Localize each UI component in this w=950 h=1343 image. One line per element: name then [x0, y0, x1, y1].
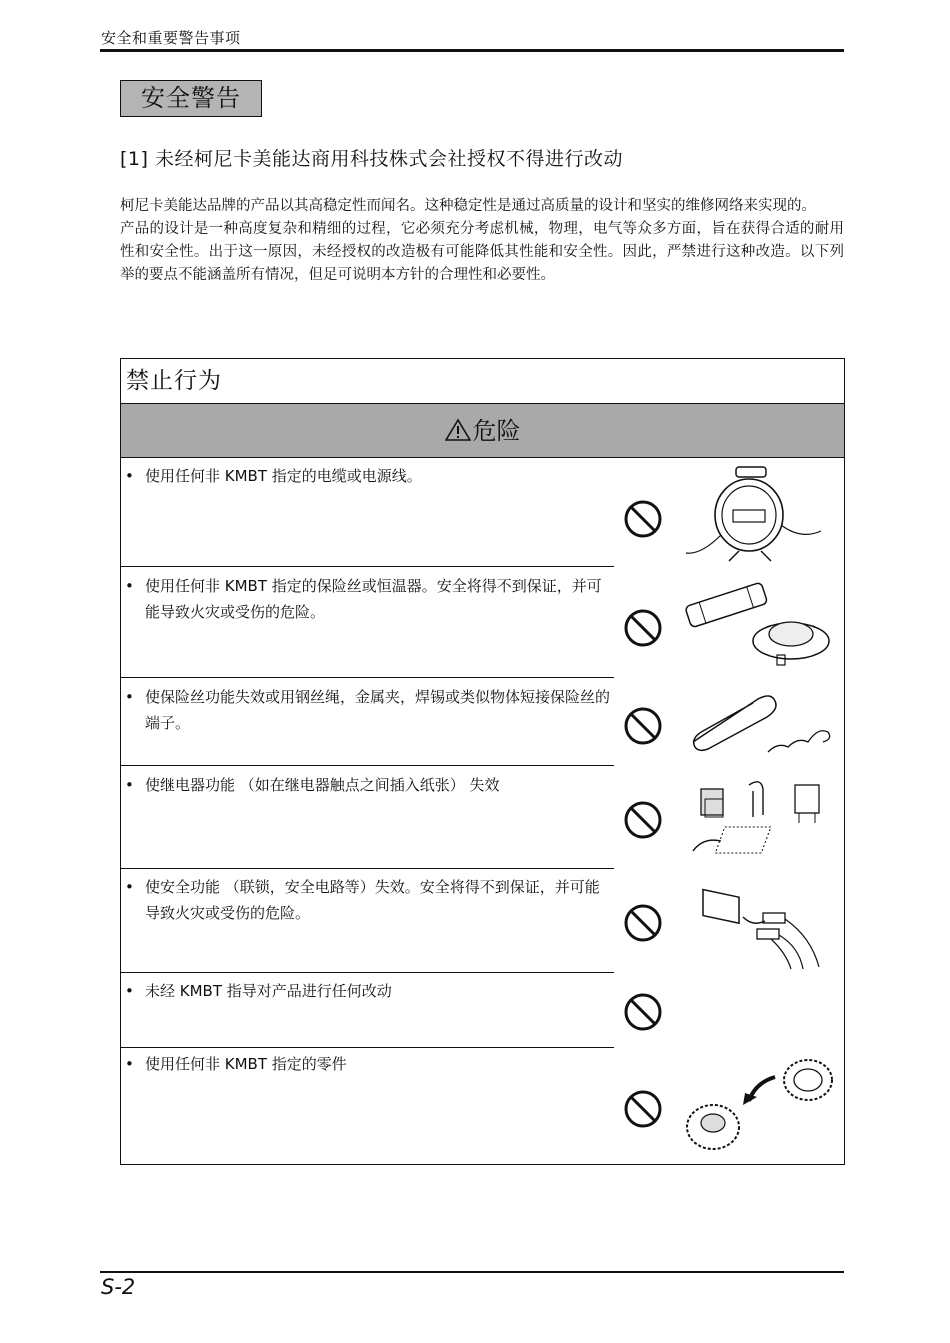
interlock-connector-icon [691, 877, 826, 969]
table-title: 禁止行为 [121, 359, 844, 404]
bullet: • [125, 878, 134, 896]
warning-triangle-icon [445, 418, 471, 442]
row-text: 未经 KMBT 指导对产品进行任何改动 [145, 982, 392, 1000]
prohibited-icon [623, 992, 663, 1032]
prohibited-icon [623, 706, 663, 746]
bullet: • [125, 467, 134, 485]
row-text: 使用任何非 KMBT 指定的零件 [145, 1055, 347, 1073]
table-row [121, 874, 614, 974]
prohibited-icon [623, 800, 663, 840]
row-text: 使用任何非 KMBT 指定的保险丝或恒温器。安全将得不到保证，并可能导致火灾或受伤的危险。 [145, 577, 602, 621]
intro-paragraph-1: 柯尼卡美能达品牌的产品以其高稳定性而闻名。这种稳定性是通过高质量的设计和坚实的维修网络来实现的。 [120, 198, 816, 214]
prohibited-icon [623, 1089, 663, 1129]
prohibited-icon [623, 499, 663, 539]
footer-rule [100, 1271, 844, 1273]
row-divider [121, 972, 614, 973]
row-text: 使继电器功能 （如在继电器触点之间插入纸张） 失效 [145, 776, 500, 794]
row-divider [121, 1047, 614, 1048]
row-text: 使用任何非 KMBT 指定的电缆或电源线。 [145, 467, 422, 485]
gear-parts-icon [683, 1055, 838, 1155]
row-divider [121, 677, 614, 678]
relay-icon [683, 777, 838, 865]
prohibited-actions-table [120, 358, 845, 1165]
bullet: • [125, 577, 134, 595]
table-row [121, 684, 614, 764]
row-divider [121, 765, 614, 766]
bullet: • [125, 1055, 134, 1073]
row-text: 使保险丝功能失效或用钢丝绳，金属夹，焊锡或类似物体短接保险丝的端子。 [145, 688, 611, 732]
cable-reel-icon [681, 465, 831, 565]
table-row [121, 1051, 614, 1151]
bullet: • [125, 776, 134, 794]
running-header: 安全和重要警告事项 [101, 29, 241, 47]
table-row [121, 978, 614, 1043]
intro-paragraph-2: 产品的设计是一种高度复杂和精细的过程，它必须充分考虑机械，物理，电气等众多方面，旨在获得合适的耐用性和安全性。出于这一原因，未经授权的改造极有可能降低其性能和安全性。因此，严禁进行这种改造。以下列举的要点不能涵盖所有情况，但足可说明本方针的合理性和必要性。 [120, 221, 844, 283]
table-row [121, 463, 614, 563]
paper-clip-wire-icon [683, 687, 833, 757]
bullet: • [125, 688, 134, 706]
row-text: 使安全功能 （联锁，安全电路等）失效。安全将得不到保证，并可能导致火灾或受伤的危险。 [145, 878, 600, 922]
header-rule [100, 49, 844, 52]
table-row [121, 772, 614, 862]
danger-banner [121, 404, 844, 458]
danger-label: 危险 [472, 417, 521, 445]
section-heading: [1] 未经柯尼卡美能达商用科技株式会社授权不得进行改动 [120, 148, 623, 170]
bullet: • [125, 982, 134, 1000]
row-divider [121, 566, 614, 567]
row-divider [121, 868, 614, 869]
fuse-thermostat-icon [681, 579, 836, 669]
page-title: 安全警告 [120, 80, 262, 117]
table-row [121, 573, 614, 673]
prohibited-icon [623, 903, 663, 943]
prohibited-icon [623, 608, 663, 648]
intro-text [120, 195, 844, 287]
page-number: S-2 [101, 1275, 136, 1299]
